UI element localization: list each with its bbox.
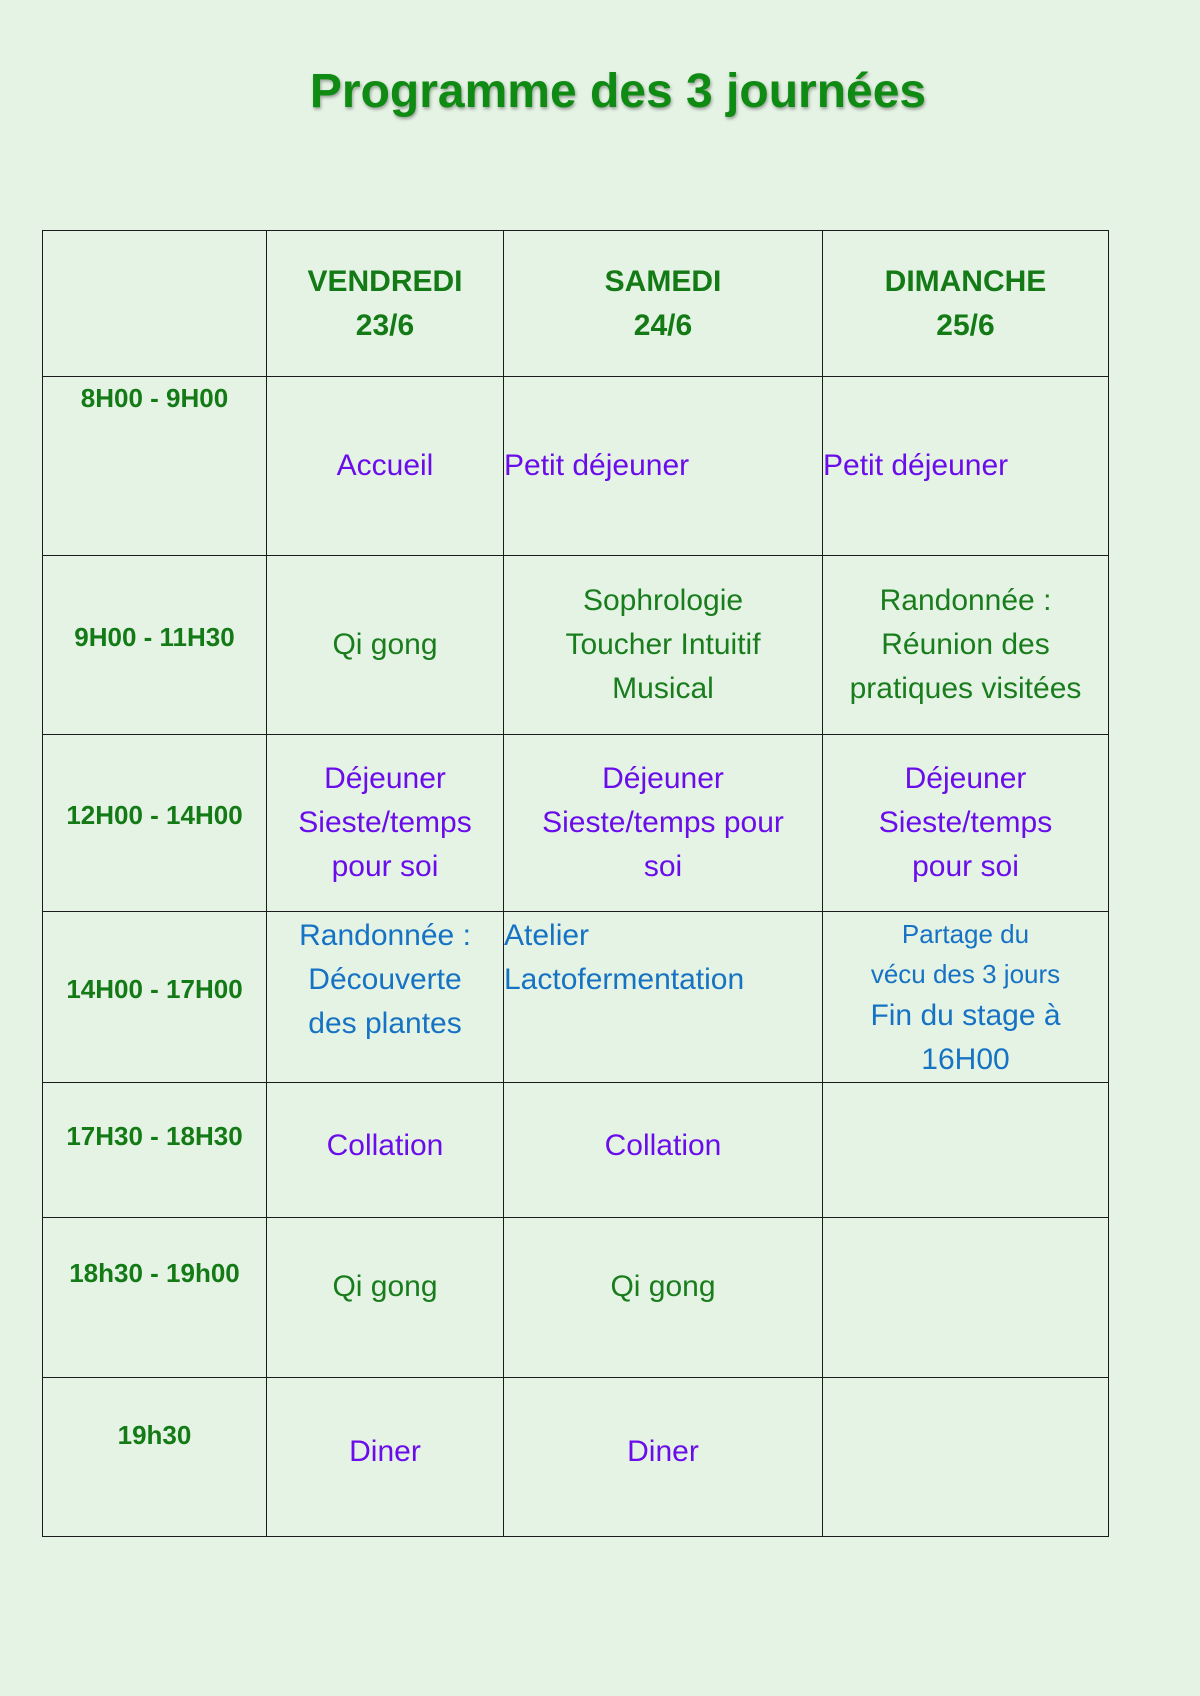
page-title: Programme des 3 journées	[309, 65, 927, 118]
activity-line-small: vécu des 3 jours	[870, 959, 1061, 989]
header-row	[43, 231, 1109, 377]
day-name: SAMEDI	[604, 264, 722, 298]
activity-cell-friday	[267, 1218, 504, 1378]
activity-line: Déjeuner	[904, 762, 1027, 795]
activity-line: Fin du stage à	[870, 999, 1061, 1032]
day-name: DIMANCHE	[884, 264, 1047, 298]
activity-cell-friday	[267, 556, 504, 735]
schedule-table	[42, 230, 1109, 1537]
activity-line: Collation	[326, 1129, 444, 1162]
day-date: 24/6	[633, 308, 693, 342]
table-row	[43, 556, 1109, 735]
time-slot: 18h30 - 19h00	[43, 1218, 267, 1378]
activity-cell-sunday	[823, 1378, 1109, 1537]
time-slot: 19h30	[43, 1378, 267, 1537]
day-date: 25/6	[936, 308, 995, 342]
activity-cell-saturday	[504, 1218, 823, 1378]
time-slot: 12H00 - 14H00	[43, 735, 267, 912]
activity-cell-friday	[267, 1378, 504, 1537]
activity-line: Musical	[612, 672, 714, 705]
activity-line: Diner	[349, 1435, 421, 1468]
activity-cell-saturday	[504, 1378, 823, 1537]
activity-cell-saturday	[504, 735, 823, 912]
activity-cell-sunday	[823, 735, 1109, 912]
activity-line: Accueil	[336, 449, 434, 482]
activity-line: Déjeuner	[324, 762, 446, 795]
activity-line: Sophrologie	[582, 584, 744, 617]
activity-cell-sunday	[823, 377, 1109, 556]
activity-line-small: Partage du	[901, 919, 1030, 949]
activity-line: Sieste/temps	[878, 806, 1053, 839]
time-slot: 17H30 - 18H30	[43, 1083, 267, 1218]
activity-cell-sunday	[823, 556, 1109, 735]
activity-line: Découverte	[308, 963, 462, 996]
activity-cell-friday	[267, 912, 504, 1083]
activity-cell-sunday	[823, 912, 1109, 1083]
table-row	[43, 1083, 1109, 1218]
activity-line: Qi gong	[332, 628, 438, 661]
activity-line: Petit déjeuner	[504, 449, 690, 482]
activity-line: pour soi	[912, 850, 1019, 883]
activity-line: Petit déjeuner	[823, 449, 1009, 482]
table-row	[43, 735, 1109, 912]
activity-cell-friday	[267, 377, 504, 556]
activity-line: Randonnée :	[299, 919, 471, 952]
day-header-friday	[267, 231, 504, 377]
activity-line: Diner	[627, 1435, 699, 1468]
activity-line: des plantes	[308, 1007, 462, 1040]
activity-cell-sunday	[823, 1083, 1109, 1218]
activity-line: Déjeuner	[602, 762, 724, 795]
day-name: VENDREDI	[307, 264, 463, 298]
table-row	[43, 377, 1109, 556]
activity-line: Sieste/temps	[298, 806, 472, 839]
activity-cell-friday	[267, 1083, 504, 1218]
table-row	[43, 1378, 1109, 1537]
day-header-sunday	[823, 231, 1109, 377]
activity-line: Qi gong	[332, 1269, 438, 1303]
activity-line: pratiques visitées	[849, 672, 1082, 705]
activity-line: Atelier	[504, 919, 590, 952]
activity-line: Randonnée :	[879, 584, 1052, 617]
activity-line: Collation	[604, 1129, 722, 1162]
activity-cell-saturday	[504, 556, 823, 735]
table-row	[43, 912, 1109, 1083]
activity-line: soi	[643, 850, 683, 883]
time-slot: 8H00 - 9H00	[43, 377, 267, 556]
table-row	[43, 1218, 1109, 1378]
activity-line: Lactofermentation	[504, 963, 745, 996]
activity-line: 16H00	[921, 1043, 1010, 1076]
activity-cell-saturday	[504, 377, 823, 556]
activity-cell-saturday	[504, 1083, 823, 1218]
time-slot: 9H00 - 11H30	[43, 556, 267, 735]
day-date: 23/6	[355, 308, 415, 342]
activity-cell-friday	[267, 735, 504, 912]
day-header-saturday	[504, 231, 823, 377]
empty-corner-cell	[43, 231, 267, 377]
time-slot: 14H00 - 17H00	[43, 912, 267, 1083]
activity-cell-saturday	[504, 912, 823, 1083]
activity-line: Toucher Intuitif	[565, 628, 761, 661]
activity-line: Qi gong	[610, 1269, 716, 1303]
activity-cell-sunday	[823, 1218, 1109, 1378]
activity-line: Réunion des	[881, 628, 1050, 661]
activity-line: pour soi	[331, 850, 439, 883]
activity-line: Sieste/temps pour	[542, 806, 784, 839]
